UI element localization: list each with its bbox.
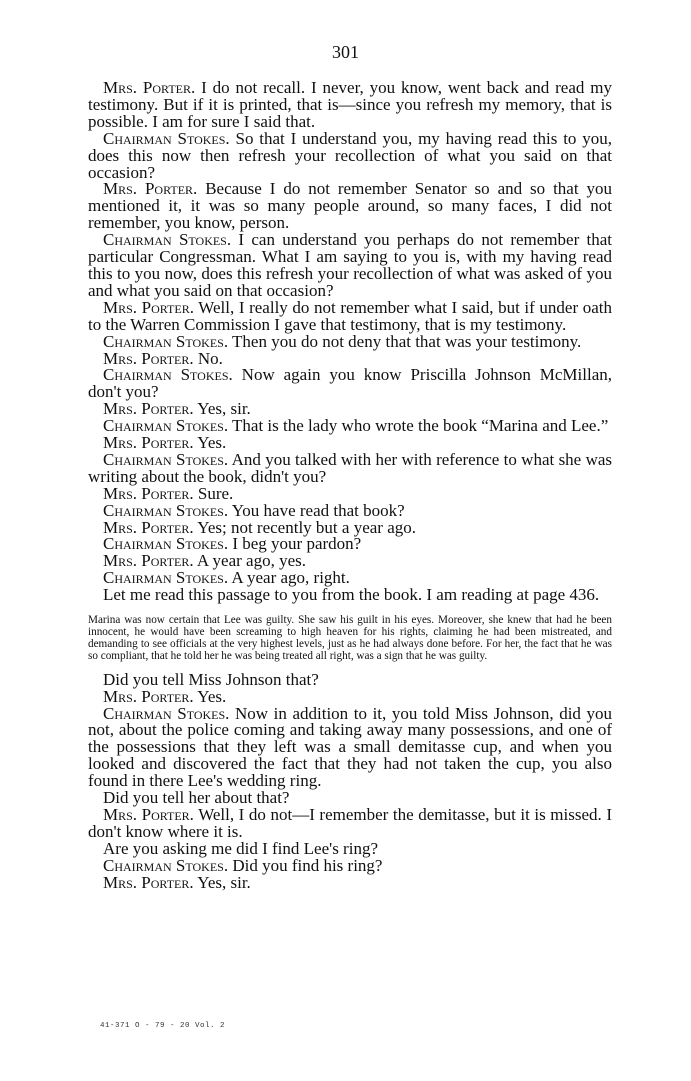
speaker-name: Mrs. Porter.	[103, 399, 194, 419]
page-footer: 41-371 O - 79 - 20 Vol. 2	[100, 1022, 226, 1030]
testimony-paragraph	[88, 128, 612, 182]
paragraph-text: I can understand you perhaps do not remember that particular Congressman. What I am saying to you is, with my having read this to you now, does this refresh your recollection of what was asked of you and what you said on that occasion?	[88, 230, 613, 300]
paragraph-text: Yes, sir.	[193, 399, 251, 419]
speaker-name: Chairman Stokes.	[103, 128, 230, 148]
paragraph-text: Because I do not remember Senator so and so that you mentioned it, it was so many people around, so many faces, I did not remember, you know, person.	[88, 179, 612, 233]
testimony-paragraph	[88, 449, 613, 486]
speaker-name: Chairman Stokes.	[103, 568, 229, 588]
speaker-name: Mrs. Porter.	[103, 78, 196, 97]
paragraph-text: Now in addition to it, you told Miss Johnson, did you not, about the police coming and taking away many possessions, and one of the possessions that they left was a small demitasse cup, and when you looked and discovered the fact that they had not taken the cup, you also found in there Lee's wedding ring.	[88, 703, 612, 791]
paragraph-text: Yes.	[193, 433, 227, 453]
speaker-name: Mrs. Porter.	[103, 433, 194, 453]
speaker-name: Mrs. Porter.	[103, 297, 194, 317]
transcript-body	[88, 80, 612, 892]
paragraph-text: So that I understand you, my having read this to you, does this now then refresh your recollection of what you said on that occasion?	[88, 128, 612, 182]
speaker-name: Mrs. Porter.	[103, 872, 194, 892]
paragraph-text: Did you find his ring?	[228, 855, 383, 875]
speaker-name: Chairman Stokes.	[103, 449, 229, 469]
paragraph-text: You have read that book?	[228, 500, 405, 520]
paragraph-text: And you talked with her with reference to what she was writing about the book, didn't you?	[88, 449, 613, 486]
paragraph-text: Did you tell Miss Johnson that?	[103, 669, 319, 689]
paragraph-text: Are you asking me did I find Lee's ring?	[103, 838, 378, 858]
testimony-paragraph	[88, 804, 612, 841]
speaker-name: Chairman Stokes.	[103, 534, 229, 554]
speaker-name: Mrs. Porter.	[103, 179, 198, 199]
paragraph-text: Yes; not recently but a year ago.	[193, 517, 416, 537]
speaker-name: Mrs. Porter.	[103, 686, 194, 706]
testimony-paragraph	[88, 587, 612, 604]
paragraph-text: That is the lady who wrote the book “Marina and Lee.”	[228, 416, 609, 436]
speaker-name: Chairman Stokes.	[103, 855, 229, 875]
speaker-name: Chairman Stokes.	[103, 703, 230, 723]
testimony-paragraph	[88, 297, 612, 334]
paragraph-text: Did you tell her about that?	[103, 788, 290, 808]
paragraph-text: I beg your pardon?	[228, 534, 362, 554]
testimony-paragraph	[88, 232, 612, 300]
paragraph-text: Yes, sir.	[193, 872, 251, 892]
paragraph-text: Well, I really do not remember what I said, but if under oath to the Warren Commission I gave that testimony, that is my testimony.	[88, 297, 612, 334]
testimony-paragraph	[88, 80, 612, 131]
speaker-name: Chairman Stokes.	[103, 500, 229, 520]
paragraph-text: A year ago, right.	[228, 568, 350, 588]
paragraph-text: Let me read this passage to you from the book. I am reading at page 436.	[103, 585, 600, 605]
paragraph-text: Yes.	[193, 686, 227, 706]
testimony-paragraph	[88, 872, 612, 892]
paragraph-text: No.	[193, 348, 223, 368]
paragraph-text: Now again you know Priscilla Johnson McMillan, don't you?	[88, 365, 612, 402]
speaker-name: Mrs. Porter.	[103, 348, 194, 368]
testimony-paragraph	[88, 181, 612, 232]
paragraph-text: Well, I do not—I remember the demitasse, but it is missed. I don't know where it is.	[88, 804, 612, 841]
testimony-paragraph	[88, 367, 612, 401]
paragraph-text: A year ago, yes.	[193, 551, 306, 571]
testimony-paragraph	[88, 703, 612, 791]
speaker-name: Chairman Stokes.	[103, 416, 229, 436]
page-number: 301	[332, 42, 359, 62]
testimony-section-before-quote	[88, 80, 612, 604]
book-quotation: Marina was now certain that Lee was guilty. She saw his guilt in his eyes. Moreover, she knew that had he been innocent, he would have been screaming to high heaven for his rights, claiming he had been mistreated, and demanding to see officials at the very highest levels, just as he had always done before. For her, the fact that he was so compliant, that he told her he was being treated all right, was a sign that he was guilty.	[88, 614, 612, 662]
speaker-name: Mrs. Porter.	[103, 483, 194, 503]
paragraph-text: Then you do not deny that that was your testimony.	[228, 331, 582, 351]
paragraph-text: I do not recall. I never, you know, went back and read my testimony. But if it is printed, that is—since you refresh my memory, that is possible. I am for sure I said that.	[88, 78, 612, 131]
speaker-name: Chairman Stokes.	[103, 331, 229, 351]
speaker-name: Mrs. Porter.	[103, 804, 194, 824]
speaker-name: Chairman Stokes.	[103, 365, 233, 385]
speaker-name: Chairman Stokes.	[103, 230, 232, 250]
paragraph-text: Sure.	[193, 483, 234, 503]
testimony-section-after-quote	[88, 669, 612, 892]
speaker-name: Mrs. Porter.	[103, 551, 194, 571]
speaker-name: Mrs. Porter.	[103, 517, 194, 537]
